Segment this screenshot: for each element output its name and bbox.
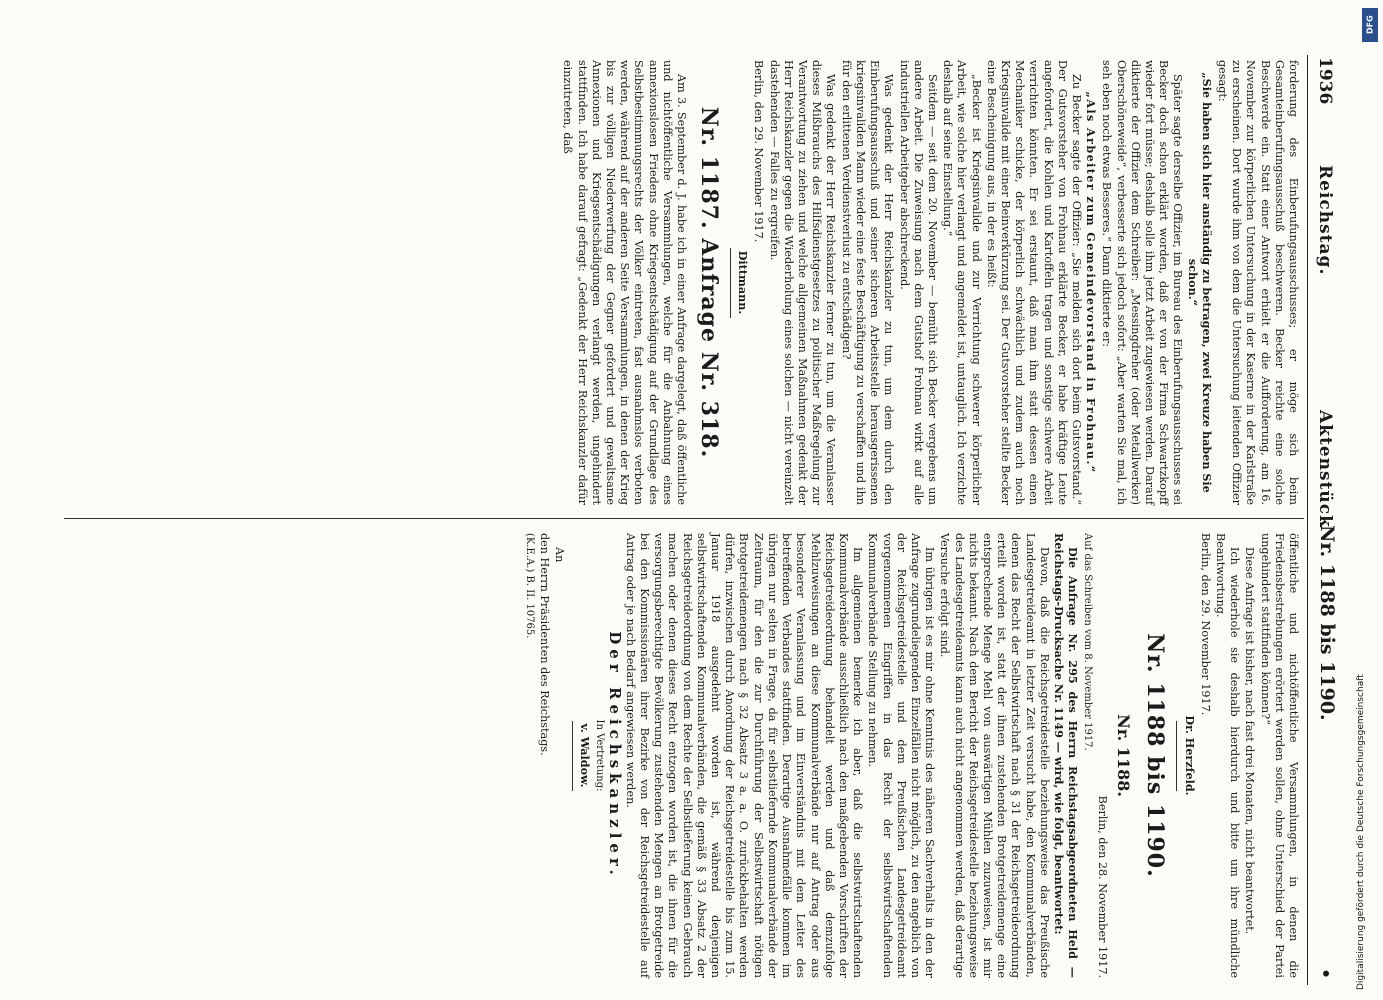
paragraph: Diese Anfrage ist bisher, nach fast drei Monaten, nicht beantwortet. xyxy=(1243,547,1257,935)
signatory-title: Der Reichskanzler. xyxy=(605,631,624,880)
column-divider xyxy=(64,518,1304,519)
separator-rule xyxy=(1176,721,1177,791)
date-line: Berlin, den 29. November 1917. xyxy=(1198,533,1212,716)
page-header xyxy=(1307,55,1336,985)
signature: Dittmann. xyxy=(736,250,751,315)
header-range: Nr. 1188 bis 1190. xyxy=(1316,525,1338,721)
paragraph: Am 3. September d. J. habe ich in einer Anfrage dargelegt, daß öffentliche und nichtöffentliche Versammlungen, welche für die Anbahnung eines annexionslosen Friedens ohne Kriegsentschädigung auf der Grundlage des Selbstbestimmungsrechts der Völker eintreten, fast ausnahmslos verboten werden, während auf der anderen Seite Versammlungen, in denen der Krieg bis zur völligen Niederwerfung der Gegner gefordert und gewaltsame Annexionen und Kriegsentschädigungen verlangt werden, ungehindert stattfinden. Ich habe darauf gefragt: „Gedenkt der Herr Reichskanzler dafür einzutreten, daß xyxy=(561,60,689,505)
date-line: Berlin, den 29. November 1917. xyxy=(752,60,766,243)
addressee-an: An xyxy=(553,547,567,563)
quote: „Sie haben sich hier anständig zu betragen, zwei Kreuze haben Sie schon.“ xyxy=(1185,72,1214,493)
section-title xyxy=(694,60,724,505)
header-marker: • xyxy=(1315,968,1335,979)
left-column xyxy=(559,60,1300,505)
vertretung-line: In Vertretung: xyxy=(594,719,606,792)
separator-rule xyxy=(572,721,573,791)
digitization-note: Digitalisierung gefördert durch die Deutsche Forschungsgemeinschaft xyxy=(1356,674,1366,990)
paragraph: Ich wiederhole sie deshalb hierdurch und bitte um ihre mündliche Beantwortung. xyxy=(1213,533,1242,978)
paragraph: forderung des Einberufungsausschusses; er möge sich beim Gesamteinberufungsausschuß beschweren. Becker reichte eine solche Beschwerde ein. Statt einer Antwort erhielt er die Aufforderung, am 16. November zur körperlichen Untersuchung in der Kaserne in der Karlstraße zu erscheinen. Dort wurde ihm von dem die Untersuchung leitenden Offizier gesagt: xyxy=(1215,60,1300,505)
file-reference: (K.E.A.) B. II. 10765. xyxy=(523,533,535,639)
document-number: Nr. 1188. xyxy=(1114,714,1134,797)
signature: v. Waldow. xyxy=(578,723,593,788)
paragraph: Was gedenkt der Herr Reichskanzler zu tun, um dem durch den Einberufungsausschuß und seiner sicheren Arbeitsstelle herausgerissenen kriegsinvaliden Mann wieder eine feste Beschäftigung zu verschaffen und ihn für den erlittenen Verdienstverlust zu entschädigen? xyxy=(839,60,896,505)
right-column xyxy=(522,533,1300,978)
paragraph: Seitdem — seit dem 20. November — bemüht sich Becker vergebens um andere Arbeit. Die Zuweisung nach dem Gutshof Frohnau wirkt auf alle industriellen Arbeitgeber abschreckend. xyxy=(897,60,939,505)
addressee: den Herrn Präsidenten des Reichstags. xyxy=(538,533,552,756)
reference-line: Auf das Schreiben vom 8. November 1917. xyxy=(1082,533,1094,751)
paragraph: Die Anfrage Nr. 295 des Herrn Reichstagsabgeordneten Held — Reichstags-Drucksache Nr. 1149 — wird, wie folgt, beantwortet: xyxy=(1051,533,1081,978)
document-number: Nr. 1187. xyxy=(696,106,723,230)
paragraph: Davon, daß die Reichsgetreidestelle beziehungsweise das Preußische Landesgetreideamt in letzter Zeit versucht habe, den Kommunalverbänden, denen das Recht der Selbstwirtschaft nach § 31 der Reichsgetreideordnung erteilt worden ist, statt der ihnen zustehenden Brotgetreidemenge eine entsprechende Menge Mehl von auswärtigen Mühlen zuzuweisen, ist mir nichts bekannt. Nach dem Bericht der Reichsgetreidestelle beziehungsweise des Landesgetreideamts kann auch nicht angenommen werden, daß derartige Versuche erfolgt sind. xyxy=(938,533,1051,978)
paragraph: Was gedenkt der Herr Reichskanzler ferner zu tun, um die Veranlasser dieses Mißbrauchs des Hilfsdienstgesetzes zu politischer Maßregelung zur Verantwortung zu ziehen und welche allgemeinen Maßnahmen gedenkt der Herr Reichskanzler gegen die Wiederholung eines solchen — nicht vereinzelt dastehenden — Falles zu ergreifen. xyxy=(767,60,838,505)
paragraph: Im übrigen ist es mir ohne Kenntnis des näheren Sachverhalts in den der Anfrage zugrundeliegenden Einzelfällen nicht möglich, zu den angeblich von der Reichsgetreidestelle und dem Preußischen Landesgetreideamt vorgenommenen Eingriffen in das Recht der selbstwirtschaftenden Kommunalverbände Stellung zu nehmen. xyxy=(866,533,937,978)
paragraph: öffentliche und nichtöffentliche Versammlungen, in denen die Friedensbestrebungen erörtert werden sollen, ohne Unterschied der Partei ungehindert stattfinden können?“ xyxy=(1258,533,1300,978)
paragraph: Im allgemeinen bemerke ich aber, daß die selbstwirtschaftenden Kommunalverbände ausschließlich nach den maßgebenden Vorschriften der Reichsgetreideordnung behandelt werden und daß demzufolge Mehlzuweisungen an diese Kommunalverbände nur auf Antrag oder aus besonderer Veranlassung und im Einverständnis mit dem Leiter des betreffenden Verbandes stattfinden. Derartige Ausnahmefälle kommen im übrigen nur selten in Frage, da für selbstliefernde Kommunalverbände der Zeitraum, für den die zur Durchführung der Selbstwirtschaft nötigen Brotgetreidemengen nach § 32 Absatz 3 a. a. O. zurückbehalten werden dürfen, inzwischen durch Anordnung der Reichsgetreidestelle bis zum 15. Januar 1918 ausgedehnt worden ist, während denjenigen selbstwirtschaftenden Kommunalverbänden, die gemäß § 33 Absatz 2 der Reichsgetreideordnung von dem Rechte der Selbstlieferung keinen Gebrauch machen oder denen dieses Recht entzogen worden ist, die ihnen für die versorgungsberechtigte Bevölkerung zustehenden Mengen an Brotgetreide bei den Kommissionären ihrer Bezirke von der Reichsgetreidestelle auf Antrag oder je nach Bedarf angewiesen werden. xyxy=(623,533,865,978)
header-akten: Aktenstück xyxy=(1315,410,1335,528)
range-title: Nr. 1188 bis 1190. xyxy=(1142,633,1169,878)
anfrage-title: Anfrage Nr. 318. xyxy=(696,238,723,459)
paragraph: Später sagte derselbe Offizier, im Bureau des Einberufungsausschusses sei Becker doch schon erklärt worden, daß er von der Firma Schwartzkopff wieder fort müsse; deshalb solle ihm jetzt Arbeit zugewiesen werden. Darauf diktierte der Offizier dem Schreiber: „Messingdreher (oder Metallwerker) Oberschöneweide“, verbesserte sich jedoch sofort: „Aber warten Sie mal, ich seh eben noch etwas Besseres.“ Dann diktierte er: xyxy=(1100,60,1185,505)
date-line: Berlin, den 28. November 1917. xyxy=(1096,795,1110,978)
quote: „Als Arbeiter zum Gemeindevorstand in Frohnau.“ xyxy=(1084,91,1099,474)
header-left-title: Reichstag. xyxy=(1315,165,1335,276)
page-number: 1936 xyxy=(1315,57,1335,105)
signature: Dr. Herzfeld. xyxy=(1182,715,1197,796)
dfg-logo: DFG xyxy=(1362,8,1378,42)
rotated-document-page xyxy=(46,55,1336,985)
quote: „Becker ist Kriegsinvalide und zur Verrichtung schwerer körperlicher Arbeit, wie solche hier verlangt und angemeldet ist, untauglich. Ich verzichte deshalb auf seine Einstellung.“ xyxy=(941,60,983,505)
separator-rule xyxy=(730,248,731,318)
paragraph: Zu Becker sagte der Offizier: „Sie melden sich dort beim Gutsvorstand.“ Der Gutsvorsteher von Frohnau erklärte Becker, er habe kräftige Leute angefordert, die Kohlen und Kartoffeln tragen und sonstige schwere Arbeit verrichten könnten. Er sei erstaunt, daß man ihm statt dessen einen Mechaniker schicke, der körperlich schwächlich und zudem auch noch Kriegsinvalide mit einer Beinverkürzung sei. Der Gutsvorsteher stellte Becker eine Bescheinigung aus, in der es heißt: xyxy=(984,60,1083,505)
